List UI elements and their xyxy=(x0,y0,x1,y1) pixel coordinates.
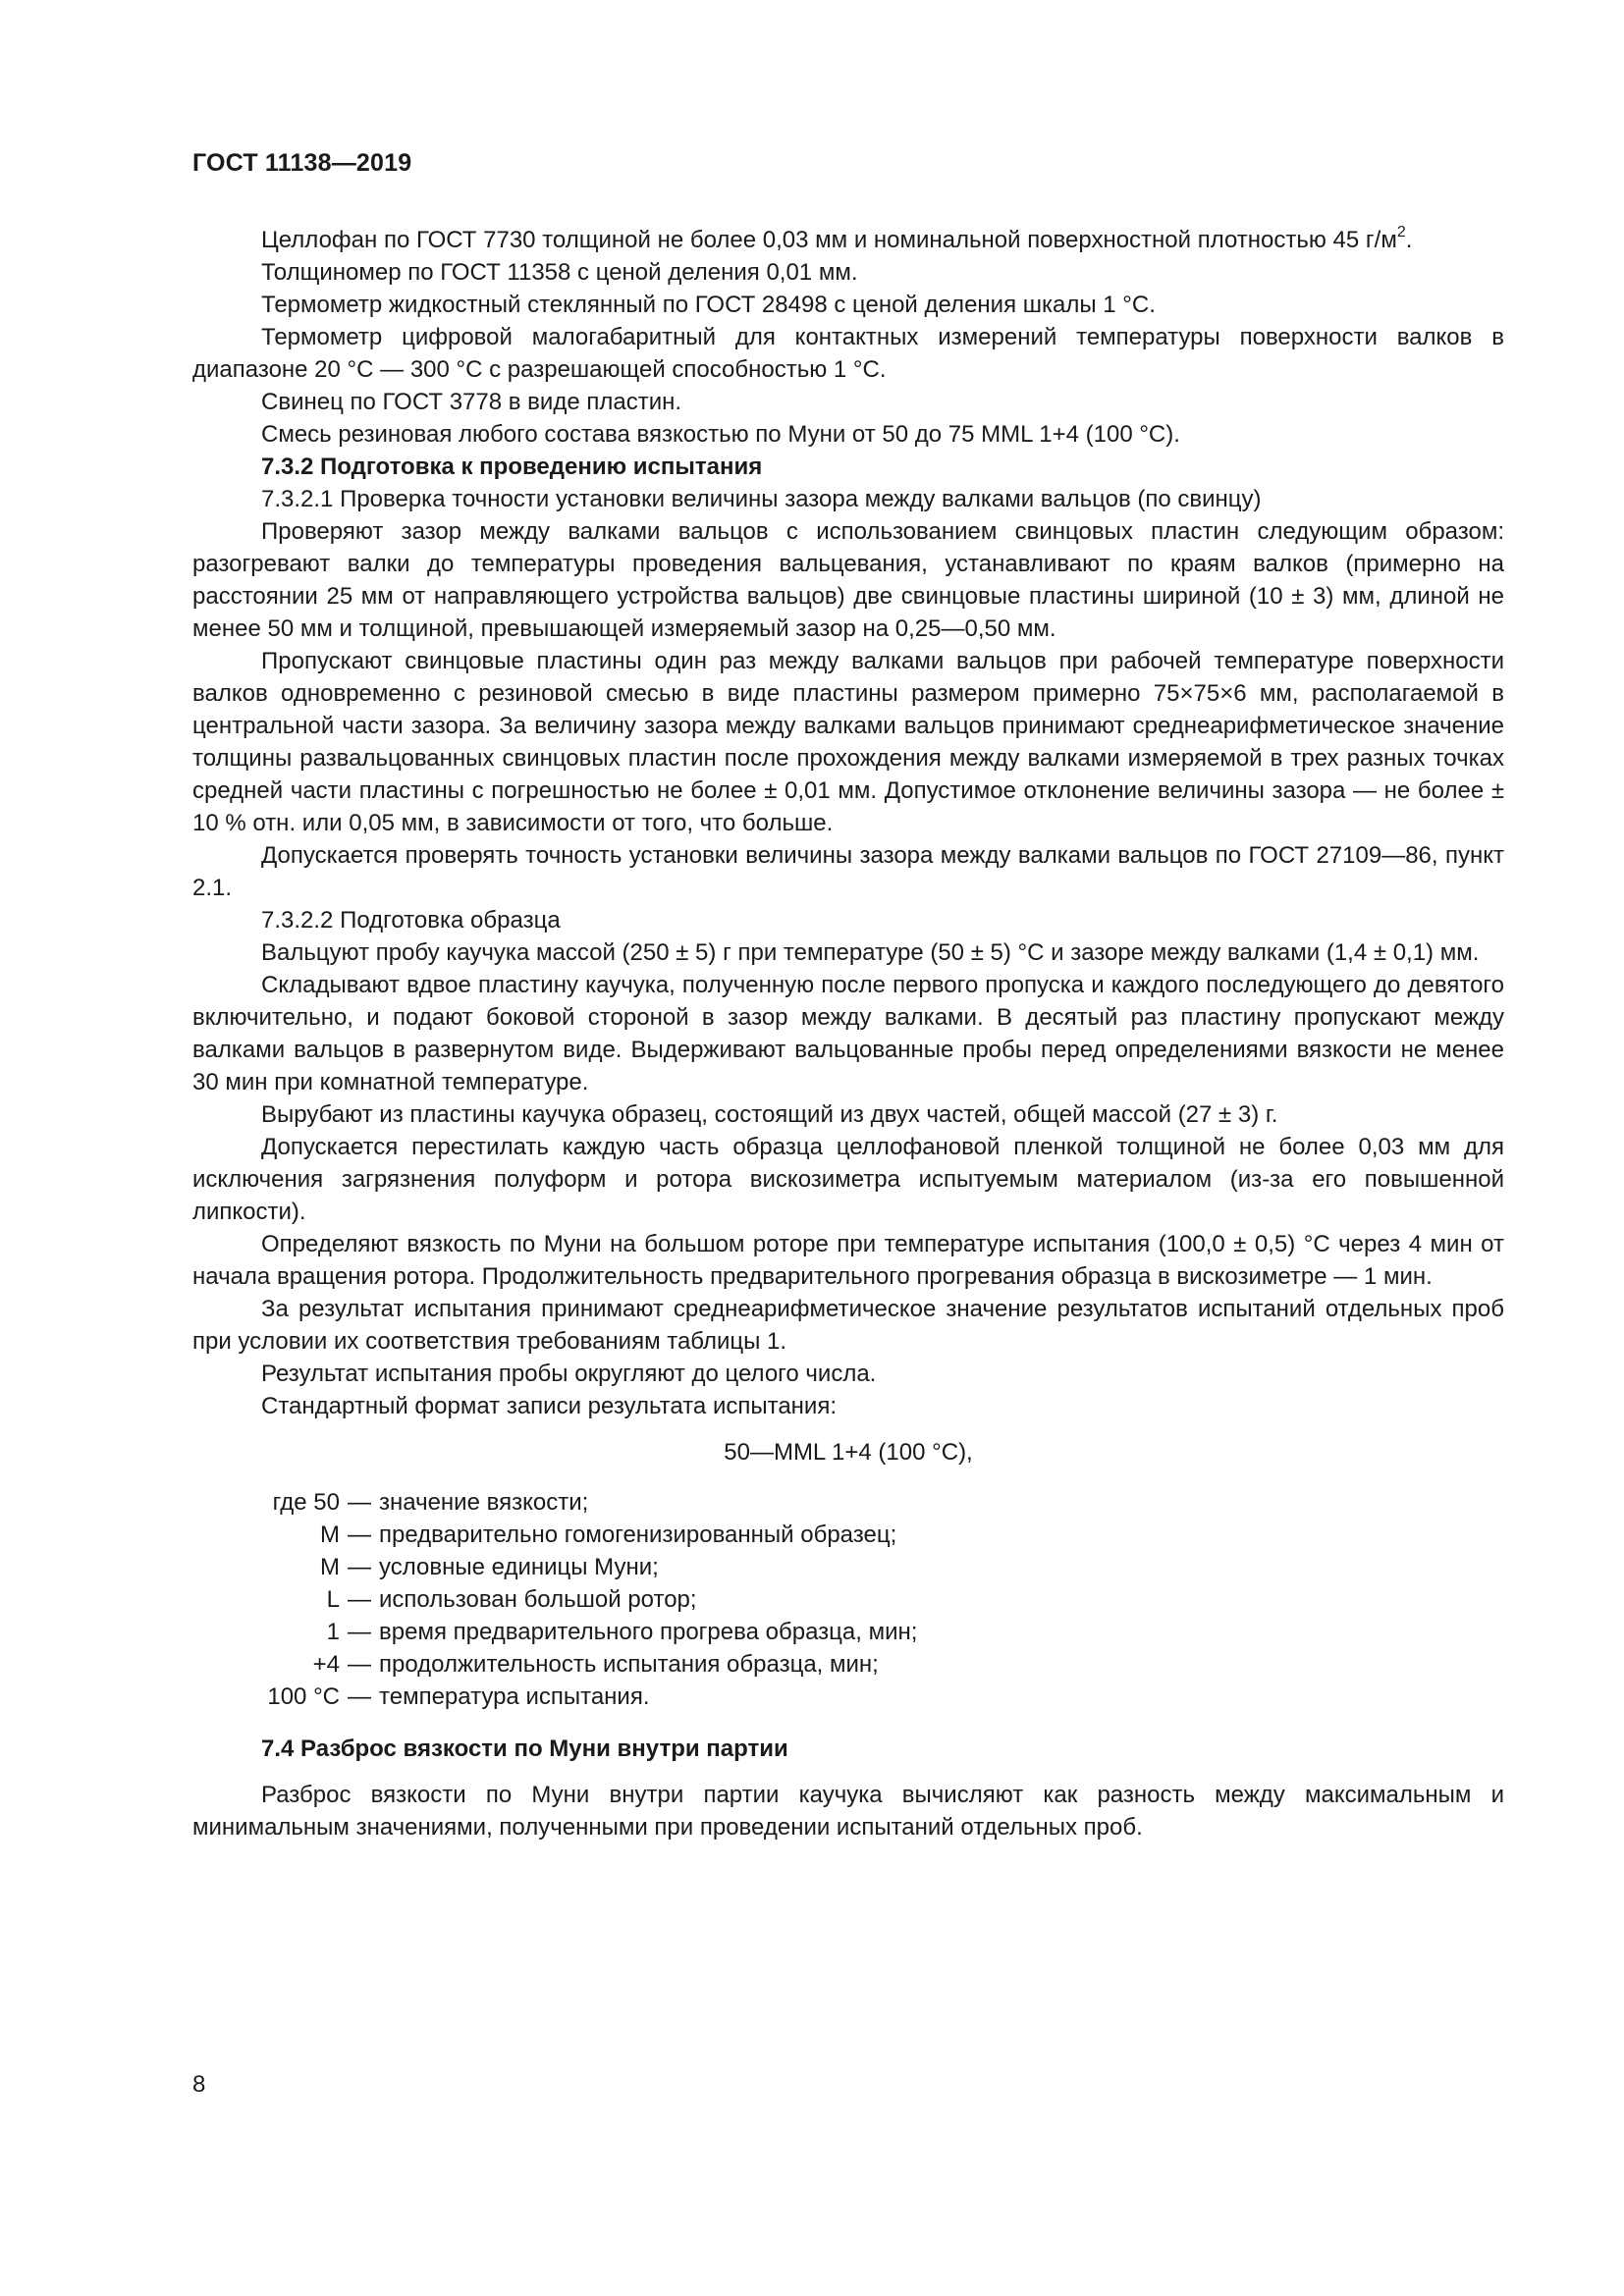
document-header: ГОСТ 11138—2019 xyxy=(192,149,412,177)
definition-dash: — xyxy=(348,1683,371,1710)
definition-item xyxy=(192,1681,1504,1713)
definition-symbol: где 50 xyxy=(272,1489,340,1516)
definition-dash: — xyxy=(348,1489,371,1516)
definition-symbol: M xyxy=(320,1522,340,1548)
definition-symbol: L xyxy=(326,1586,340,1613)
definition-dash: — xyxy=(348,1522,371,1548)
definition-item xyxy=(192,1486,1504,1519)
paragraph-7-3-2-2: 7.3.2.2 Подготовка образца xyxy=(261,907,561,934)
definition-text: температура испытания. xyxy=(379,1683,650,1710)
definition-text: предварительно гомогенизированный образец; xyxy=(379,1522,897,1548)
document-body xyxy=(192,224,1504,1843)
definition-dash: — xyxy=(348,1586,371,1613)
paragraph-text: Целлофан по ГОСТ 7730 толщиной не более 0,03 мм и номинальной поверхностной плотностью 45 г/м xyxy=(261,227,1397,253)
paragraph-gap-check: Проверяют зазор между валками вальцов с использованием свинцовых пластин следующим образом: разогревают валки до температуры проведения вальцевания, устанавливают по краям валков (примерно на расстоянии 25 мм от направляющего устройства вальцов) две свинцовые пластины шириной (10 ± 3) мм, длиной не менее 50 мм и толщиной, превышающей измеряемый зазор на 0,25—0,50 мм. xyxy=(192,518,1504,642)
paragraph-film-cover: Допускается перестилать каждую часть образца целлофановой пленкой толщиной не более 0,03 мм для исключения загрязнения полуформ и ротора вискозиметра испытуемым материалом (из-за его повышенной липкости). xyxy=(192,1134,1504,1225)
paragraph-thermometer-digital: Термометр цифровой малогабаритный для контактных измерений температуры поверхности валков в диапазоне 20 °С — 300 °С с разрешающей способностью 1 °С. xyxy=(192,324,1504,383)
superscript: 2 xyxy=(1396,224,1406,240)
paragraph-lead-plates: Пропускают свинцовые пластины один раз между валками вальцов при рабочей температуре поверхности валков одновременно с резиновой смесью в виде пластины размером примерно 75×75×6 мм, располагаемой в центральной части зазора. За величину зазора между валками вальцов принимают среднеарифметическое значение толщины развальцованных свинцовых пластин после прохождения между валками измеряемой в трех разных точках средней части пластины с погрешностью не более ± 0,01 мм. Допустимое отклонение величины зазора — не более ± 10 % отн. или 0,05 мм, в зависимости от того, что больше. xyxy=(192,648,1504,836)
paragraph-cellophane xyxy=(192,224,1504,256)
paragraph-rounding: Результат испытания пробы округляют до целого числа. xyxy=(261,1361,877,1387)
paragraph-viscosity-measure: Определяют вязкость по Муни на большом роторе при температуре испытания (100,0 ± 0,5) °С через 4 мин от начала вращения ротора. Продолжительность предварительного прогревания образца в вискозиметре — 1 мин. xyxy=(192,1231,1504,1290)
definitions-list xyxy=(192,1486,1504,1713)
definition-text: значение вязкости; xyxy=(379,1489,589,1516)
definition-symbol: +4 xyxy=(312,1651,340,1678)
paragraph-milling: Вальцуют пробу каучука массой (250 ± 5) г при температуре (50 ± 5) °С и зазоре между валками (1,4 ± 0,1) мм. xyxy=(261,939,1480,966)
definition-symbol: 100 °С xyxy=(267,1683,340,1710)
definition-symbol: M xyxy=(320,1554,340,1580)
paragraph-7-4: Разброс вязкости по Муни внутри партии каучука вычисляют как разность между максимальным и минимальным значениями, полученными при проведении испытаний отдельных проб. xyxy=(192,1782,1504,1841)
definition-text: время предварительного прогрева образца, мин; xyxy=(379,1619,918,1645)
subheading-7-3-2: 7.3.2 Подготовка к проведению испытания xyxy=(261,454,763,480)
definition-text: продолжительность испытания образца, мин; xyxy=(379,1651,879,1678)
paragraph-format-intro: Стандартный формат записи результата испытания: xyxy=(261,1393,837,1419)
definition-text: использован большой ротор; xyxy=(379,1586,697,1613)
paragraph-thermometer-liquid: Термометр жидкостный стеклянный по ГОСТ 28498 с ценой деления шкалы 1 °С. xyxy=(261,292,1156,318)
paragraph-7-3-2-1: 7.3.2.1 Проверка точности установки величины зазора между валками вальцов (по свинцу) xyxy=(261,486,1262,512)
paragraph-gap-alt-method: Допускается проверять точность установки величины зазора между валками вальцов по ГОСТ 27109—86, пункт 2.1. xyxy=(192,842,1504,901)
paragraph-lead: Свинец по ГОСТ 3778 в виде пластин. xyxy=(261,389,682,415)
paragraph-sample-cut: Вырубают из пластины каучука образец, состоящий из двух частей, общей массой (27 ± 3) г. xyxy=(261,1101,1278,1128)
paragraph-result-mean: За результат испытания принимают среднеарифметическое значение результатов испытаний отдельных проб при условии их соответствия требованиям таблицы 1. xyxy=(192,1296,1504,1355)
result-formula: 50—MML 1+4 (100 °С), xyxy=(724,1439,973,1466)
definition-item xyxy=(192,1583,1504,1616)
paragraph-rubber-mix: Смесь резиновая любого состава вязкостью по Муни от 50 до 75 MML 1+4 (100 °С). xyxy=(261,421,1180,448)
definition-dash: — xyxy=(348,1554,371,1580)
definition-item xyxy=(192,1519,1504,1551)
definition-symbol: 1 xyxy=(326,1619,340,1645)
definition-item xyxy=(192,1648,1504,1681)
section-7-4-title: 7.4 Разброс вязкости по Муни внутри партии xyxy=(261,1735,788,1762)
paragraph-folding: Складывают вдвое пластину каучука, полученную после первого пропуска и каждого последующего до девятого включительно, и подают боковой стороной в зазор между валками. В десятый раз пластину пропускают между валками вальцов в развернутом виде. Выдерживают вальцованные пробы перед определениями вязкости не менее 30 мин при комнатной температуре. xyxy=(192,972,1504,1095)
page-number: 8 xyxy=(192,2071,206,2098)
definition-text: условные единицы Муни; xyxy=(379,1554,659,1580)
paragraph-text: . xyxy=(1405,227,1413,253)
definition-dash: — xyxy=(348,1651,371,1678)
definition-item xyxy=(192,1616,1504,1648)
definition-dash: — xyxy=(348,1619,371,1645)
paragraph-thickness-gauge: Толщиномер по ГОСТ 11358 с ценой деления 0,01 мм. xyxy=(261,259,858,286)
definition-item xyxy=(192,1551,1504,1583)
